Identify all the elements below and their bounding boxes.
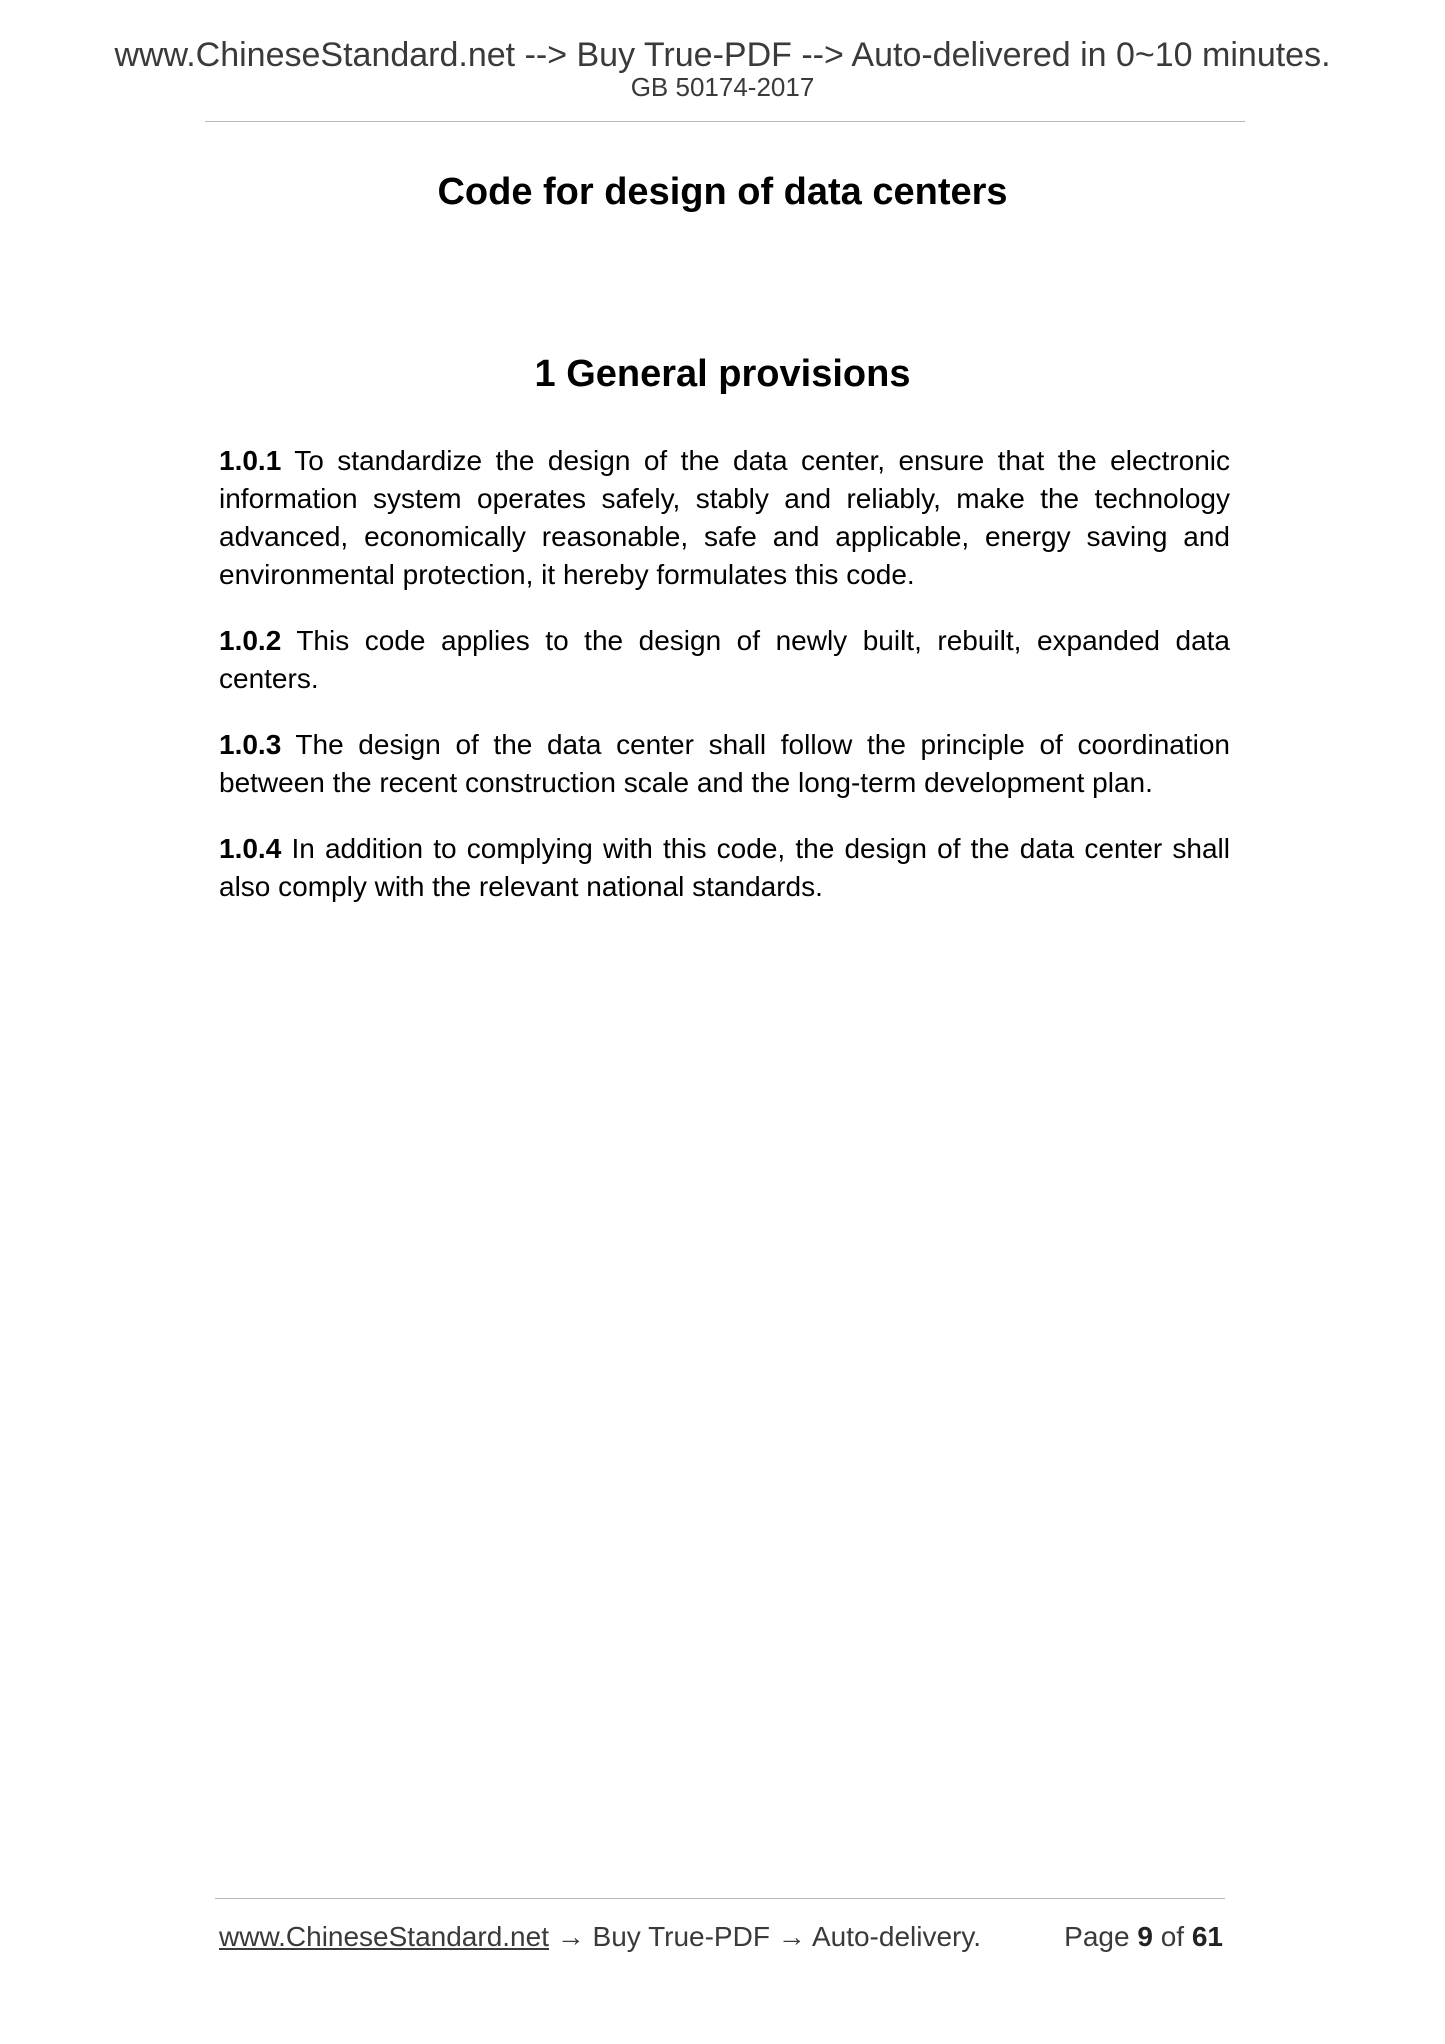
document-body [219,442,1230,934]
footer-buy-text: Buy True-PDF [592,1921,770,1952]
clause-text: To standardize the design of the data center, ensure that the electronic information system operates safely, stably and reliably, make the technology advanced, economically reasonable, safe and applicable, energy saving and environmental protection, it hereby formulates this code. [219,445,1230,590]
footer-divider [215,1898,1225,1899]
clause-1-0-4 [219,830,1230,906]
footer-website-link[interactable]: www.ChineseStandard.net [219,1921,549,1952]
page-number: 9 [1137,1921,1153,1952]
clause-number: 1.0.1 [219,445,282,476]
of-label: of [1160,1921,1185,1952]
arrow-right-icon: → [777,1921,806,1952]
document-title: Code for design of data centers [437,171,1008,213]
clause-text: The design of the data center shall follow the principle of coordination between the recent construction scale and the long-term development plan. [219,729,1230,798]
clause-text: In addition to complying with this code, the design of the data center shall also comply with the relevant national standards. [219,833,1230,902]
clause-text: This code applies to the design of newly built, rebuilt, expanded data centers. [219,625,1231,694]
page-indicator [1064,1920,1223,1954]
section-title: 1 General provisions [534,353,911,395]
footer-promo [219,1920,981,1954]
total-pages: 61 [1191,1921,1223,1952]
standard-code: GB 50174-2017 [630,72,815,102]
header-divider [205,121,1245,122]
clause-number: 1.0.4 [219,833,282,864]
header-banner: www.ChineseStandard.net --> Buy True-PDF --> Auto-delivered in 0~10 minutes. [114,36,1331,74]
arrow-right-icon: → [556,1921,585,1952]
clause-1-0-2 [219,622,1230,698]
clause-1-0-3 [219,726,1230,802]
clause-number: 1.0.3 [219,729,282,760]
clause-1-0-1 [219,442,1230,594]
page-label: Page [1064,1921,1130,1952]
footer-delivery-text: Auto-delivery. [811,1921,982,1952]
clause-number: 1.0.2 [219,625,282,656]
